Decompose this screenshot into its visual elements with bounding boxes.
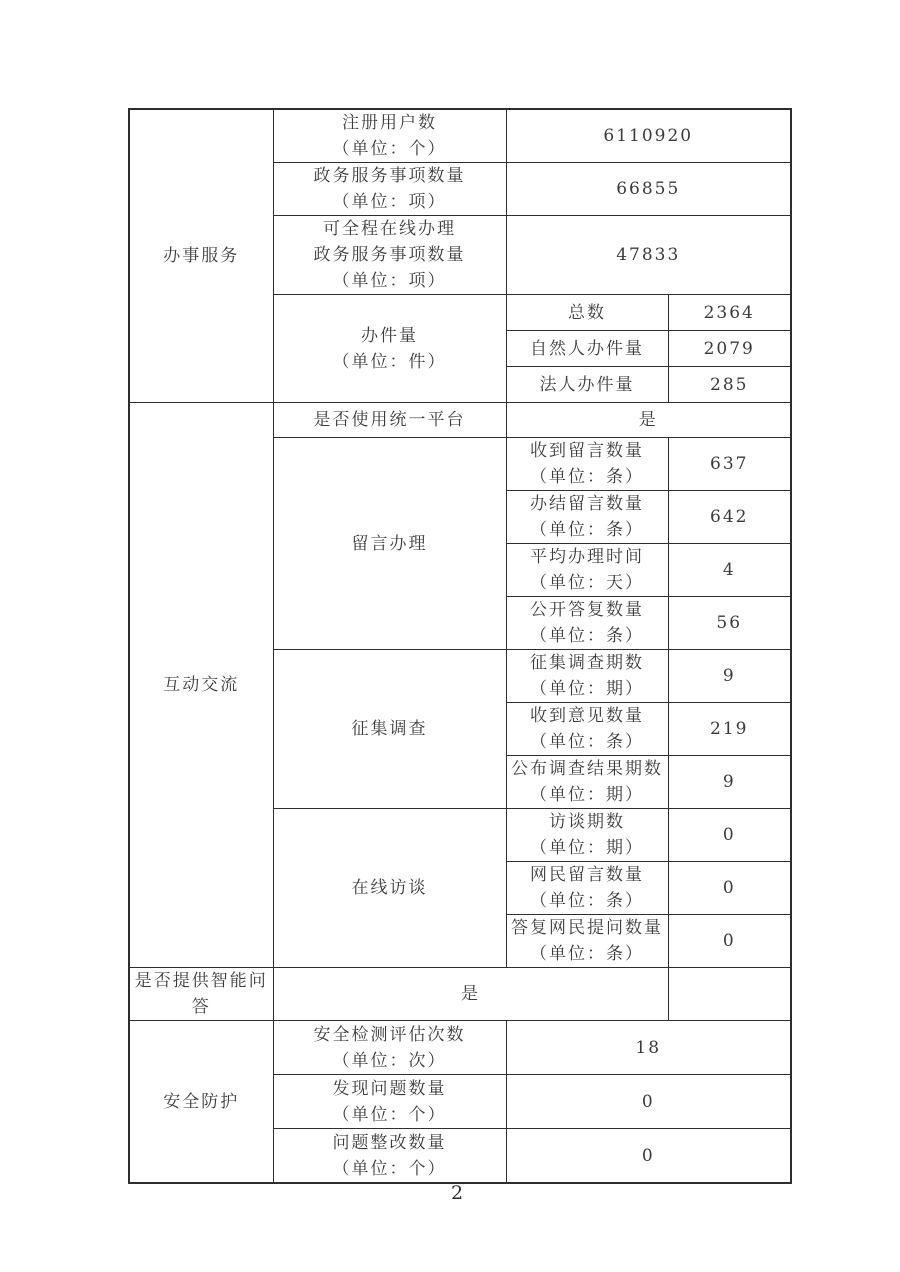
row-label: 网民留言数量 (530, 865, 644, 885)
sublabel-cell-legal-person: 法人办件量 (506, 367, 668, 403)
value-cell-avg-handling-time: 4 (668, 544, 791, 597)
group-label: 办件量 (361, 325, 418, 346)
row-unit: （单位：个） (332, 1104, 447, 1125)
sublabel-cell-results-published (506, 756, 668, 809)
sublabel-cell-opinions-received (506, 703, 668, 756)
group-label: 留言办理 (351, 533, 428, 554)
row-unit: （单位：条） (530, 944, 644, 964)
row-label-line2: 政务服务事项数量 (313, 245, 466, 265)
table-row (129, 403, 791, 438)
sublabel-cell-natural-person: 自然人办件量 (506, 331, 668, 367)
sublabel-cell-total: 总数 (506, 295, 668, 331)
sublabel-cell-survey-issues (506, 650, 668, 703)
value-cell-registered-users: 6110920 (506, 109, 791, 163)
group-cell-caseload (273, 295, 506, 403)
sublabel-cell-netizen-replies (506, 915, 668, 968)
value-cell-problems-fixed: 0 (506, 1129, 791, 1184)
group-cell-surveys (273, 650, 506, 809)
row-label: 发现问题数量 (332, 1078, 447, 1099)
report-table (128, 108, 792, 1184)
row-label: 平均办理时间 (530, 547, 644, 567)
group-label: 在线访谈 (351, 878, 428, 898)
group-unit: （单位：件） (332, 351, 447, 372)
label-cell-online-items (273, 216, 506, 295)
category-label: 互动交流 (163, 675, 240, 695)
row-label: 公布调查结果期数 (511, 759, 663, 779)
row-unit: （单位：期） (530, 838, 644, 858)
row-unit: （单位：项） (332, 271, 447, 291)
value-cell-smart-qa: 是 (273, 968, 668, 1021)
row-unit: （单位：条） (530, 891, 644, 911)
category-cell-interaction (129, 403, 273, 968)
row-label: 办结留言数量 (530, 494, 644, 514)
row-unit: （单位：条） (530, 626, 644, 646)
row-unit: （单位：期） (530, 785, 644, 805)
sublabel-cell-interview-issues (506, 809, 668, 862)
row-label: 问题整改数量 (332, 1132, 447, 1153)
category-cell-security (129, 1021, 273, 1184)
label-cell-problems-found (273, 1075, 506, 1129)
value-cell-natural-person: 2079 (668, 331, 791, 367)
row-unit: （单位：条） (530, 520, 644, 540)
row-unit: （单位：天） (530, 573, 644, 593)
value-cell-opinions-received: 219 (668, 703, 791, 756)
row-unit: （单位：期） (530, 679, 644, 699)
sublabel-cell-netizen-messages (506, 862, 668, 915)
value-cell-results-published: 9 (668, 756, 791, 809)
label-cell-unified-platform: 是否使用统一平台 (273, 403, 506, 438)
row-label: 收到留言数量 (530, 441, 644, 461)
sublabel-cell-messages-resolved (506, 491, 668, 544)
row-unit: （单位：次） (332, 1050, 447, 1071)
row-label: 可全程在线办理 (323, 219, 456, 239)
value-cell-legal-person: 285 (668, 367, 791, 403)
table-row (129, 109, 791, 163)
sublabel-cell-messages-received (506, 438, 668, 491)
value-cell-messages-received: 637 (668, 438, 791, 491)
category-label: 安全防护 (163, 1091, 240, 1112)
row-unit: （单位：项） (332, 192, 447, 212)
value-cell-netizen-messages: 0 (668, 862, 791, 915)
row-unit: （单位：条） (530, 732, 644, 752)
value-cell-messages-resolved: 642 (668, 491, 791, 544)
category-cell-service (129, 109, 273, 403)
row-label: 政务服务事项数量 (313, 166, 466, 186)
row-label: 安全检测评估次数 (313, 1024, 466, 1045)
row-label: 公开答复数量 (530, 600, 644, 620)
row-label: 收到意见数量 (530, 706, 644, 726)
table-row (129, 1021, 791, 1075)
table-row (129, 968, 791, 1021)
value-cell-unified-platform: 是 (506, 403, 791, 438)
category-label: 办事服务 (163, 246, 240, 266)
value-cell-service-items: 66855 (506, 163, 791, 216)
value-cell-problems-found: 0 (506, 1075, 791, 1129)
value-cell-security-checks: 18 (506, 1021, 791, 1075)
label-cell-security-checks (273, 1021, 506, 1075)
value-cell-interview-issues: 0 (668, 809, 791, 862)
value-cell-online-items: 47833 (506, 216, 791, 295)
value-cell-total: 2364 (668, 295, 791, 331)
sublabel-cell-avg-handling-time (506, 544, 668, 597)
label-cell-service-items (273, 163, 506, 216)
value-cell-public-replies: 56 (668, 597, 791, 650)
group-cell-interviews (273, 809, 506, 968)
label-cell-registered-users (273, 109, 506, 163)
row-unit: （单位：个） (332, 139, 447, 159)
row-label: 注册用户数 (342, 113, 437, 133)
group-label: 征集调查 (351, 719, 428, 739)
page-number: 2 (450, 1182, 464, 1204)
row-label: 答复网民提问数量 (511, 918, 663, 938)
row-label: 征集调查期数 (530, 653, 644, 673)
value-cell-survey-issues: 9 (668, 650, 791, 703)
sublabel-cell-public-replies (506, 597, 668, 650)
group-cell-messages (273, 438, 506, 650)
row-label: 访谈期数 (549, 812, 625, 832)
value-cell-netizen-replies: 0 (668, 915, 791, 968)
label-cell-smart-qa: 是否提供智能问答 (129, 968, 273, 1021)
row-unit: （单位：条） (530, 467, 644, 487)
row-unit: （单位：个） (332, 1158, 447, 1179)
label-cell-problems-fixed (273, 1129, 506, 1184)
